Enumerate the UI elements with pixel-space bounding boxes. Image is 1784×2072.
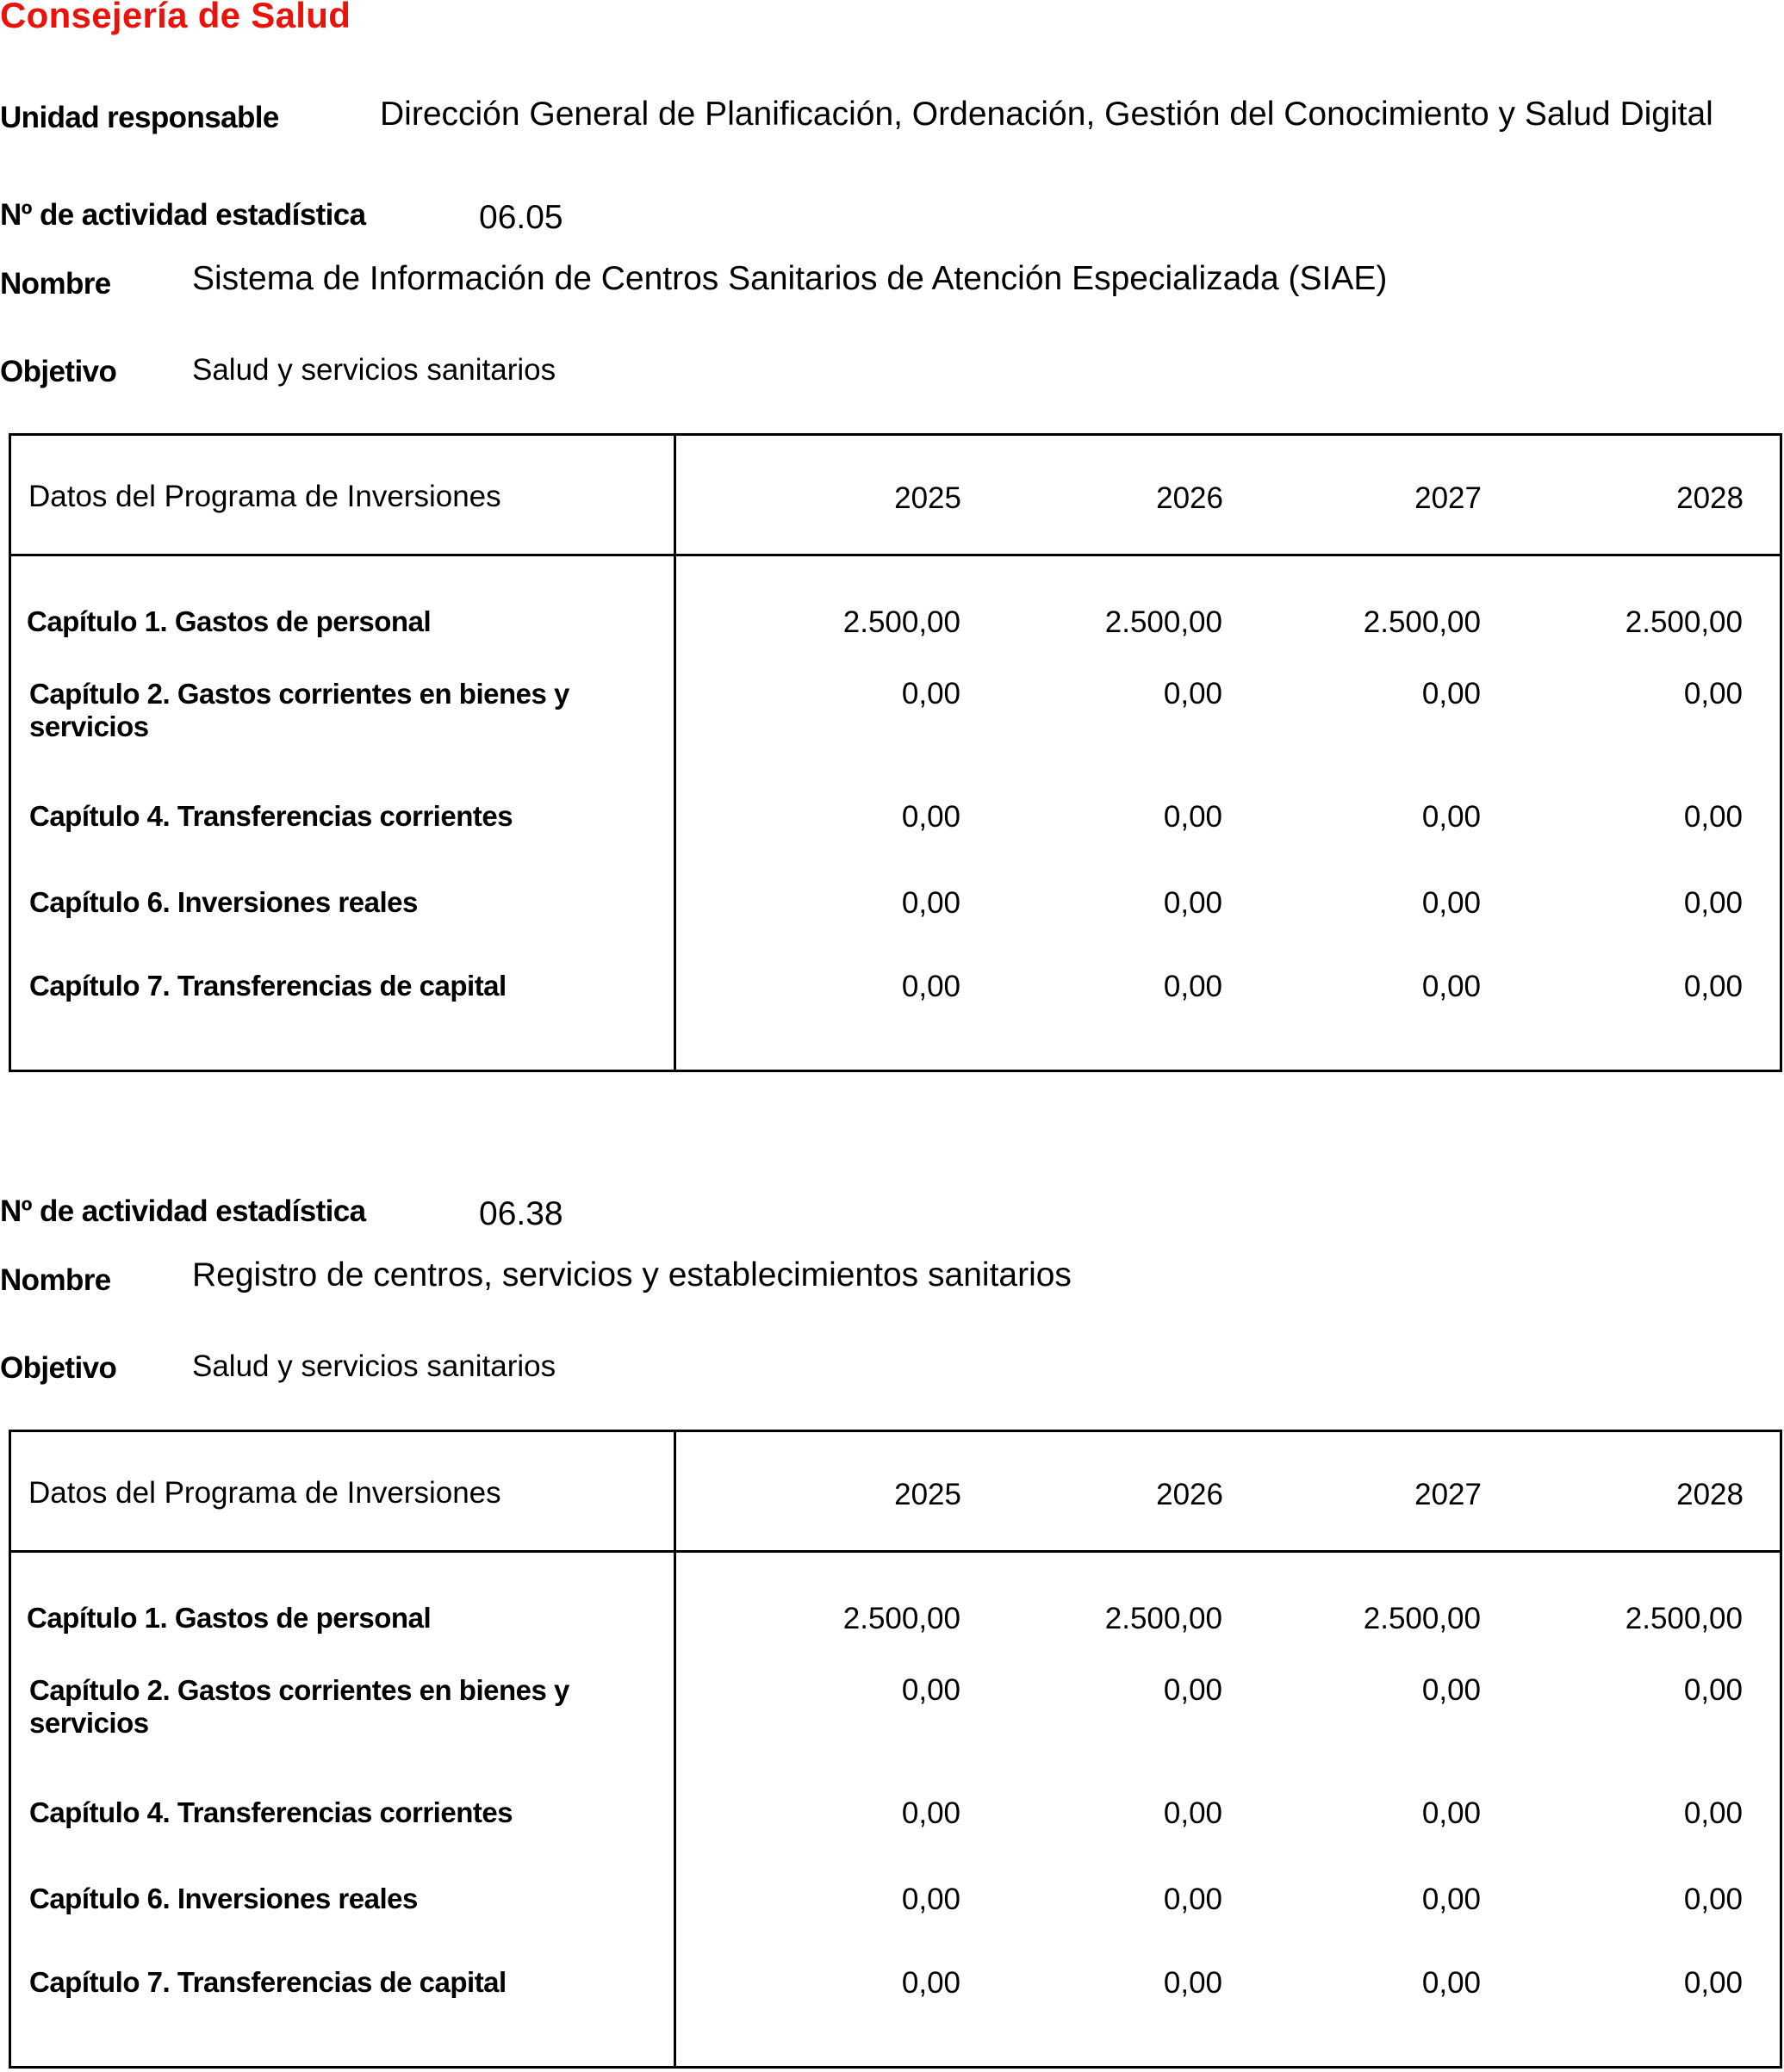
cell-value: 0,00 [1163, 1673, 1222, 1707]
cell-value: 0,00 [1683, 1673, 1743, 1707]
cell-value: 0,00 [1421, 970, 1481, 1003]
cell-value: 0,00 [1421, 1796, 1481, 1830]
year-header: 2025 [894, 481, 961, 515]
cell-value: 0,00 [1421, 800, 1481, 834]
nombre-value: Sistema de Información de Centros Sanitarios de Atención Especializada (SIAE) [192, 260, 1388, 297]
row-label: Capítulo 4. Transferencias corrientes [29, 1796, 513, 1828]
table-column-divider [674, 1432, 676, 2066]
cell-value: 2.500,00 [1625, 1602, 1743, 1635]
year-header: 2026 [1156, 1478, 1223, 1511]
activity-number-value: 06.38 [479, 1195, 563, 1232]
cell-value: 0,00 [1421, 1966, 1481, 2000]
table-column-divider [674, 436, 676, 1070]
cell-value: 0,00 [1163, 800, 1222, 834]
cell-value: 2.500,00 [1625, 605, 1743, 639]
row-label-continuation: servicios [29, 710, 149, 742]
row-label: Capítulo 2. Gastos corrientes en bienes y [29, 1674, 569, 1706]
objetivo-label: Objetivo [0, 1351, 117, 1385]
cell-value: 0,00 [1683, 677, 1743, 710]
cell-value: 0,00 [901, 886, 960, 920]
cell-value: 2.500,00 [842, 1602, 960, 1635]
cell-value: 0,00 [1683, 886, 1743, 920]
cell-value: 0,00 [1163, 677, 1222, 710]
year-header: 2027 [1414, 481, 1482, 515]
table-header-label: Datos del Programa de Inversiones [28, 1476, 501, 1510]
table-header-divider [11, 554, 1780, 556]
cell-value: 0,00 [1421, 1883, 1481, 1916]
cell-value: 2.500,00 [1363, 1602, 1481, 1635]
cell-value: 2.500,00 [1104, 1602, 1222, 1635]
row-label: Capítulo 7. Transferencias de capital [29, 970, 507, 1002]
nombre-label: Nombre [0, 1263, 111, 1297]
objetivo-value: Salud y servicios sanitarios [192, 1349, 556, 1383]
cell-value: 0,00 [1421, 1673, 1481, 1707]
cell-value: 0,00 [901, 970, 960, 1003]
cell-value: 0,00 [1163, 970, 1222, 1003]
cell-value: 0,00 [1163, 1966, 1222, 2000]
cell-value: 0,00 [901, 1966, 960, 2000]
cell-value: 0,00 [1163, 886, 1222, 920]
cell-value: 0,00 [1683, 1796, 1743, 1830]
unidad-label: Unidad responsable [0, 101, 279, 134]
table-header-label: Datos del Programa de Inversiones [28, 480, 501, 513]
year-header: 2028 [1676, 481, 1744, 515]
cell-value: 0,00 [901, 800, 960, 834]
activity-section [0, 996, 1784, 2000]
investment-table [9, 1430, 1782, 2069]
investment-table [9, 433, 1782, 1072]
cell-value: 0,00 [1683, 1883, 1743, 1916]
unidad-value: Dirección General de Planificación, Ordenación, Gestión del Conocimiento y Salud Digital [380, 96, 1713, 133]
year-header: 2025 [894, 1478, 961, 1511]
row-label-continuation: servicios [29, 1707, 149, 1739]
activity-number-label: Nº de actividad estadística [0, 1194, 366, 1228]
objetivo-value: Salud y servicios sanitarios [192, 353, 556, 387]
cell-value: 0,00 [1683, 1966, 1743, 2000]
year-header: 2026 [1156, 481, 1223, 515]
row-label: Capítulo 1. Gastos de personal [27, 1602, 432, 1634]
year-header: 2027 [1414, 1478, 1482, 1511]
objetivo-label: Objetivo [0, 355, 117, 388]
page-title: Consejería de Salud [0, 0, 351, 35]
row-label: Capítulo 1. Gastos de personal [27, 605, 432, 637]
activity-section [0, 0, 1784, 1003]
cell-value: 0,00 [1683, 970, 1743, 1003]
cell-value: 0,00 [901, 1796, 960, 1830]
activity-number-value: 06.05 [479, 199, 563, 236]
cell-value: 0,00 [1421, 886, 1481, 920]
row-label: Capítulo 6. Inversiones reales [29, 1883, 418, 1914]
cell-value: 0,00 [1421, 677, 1481, 710]
row-label: Capítulo 7. Transferencias de capital [29, 1966, 507, 1998]
year-header: 2028 [1676, 1478, 1744, 1511]
cell-value: 0,00 [901, 677, 960, 710]
cell-value: 0,00 [1163, 1796, 1222, 1830]
row-label: Capítulo 6. Inversiones reales [29, 886, 418, 918]
cell-value: 0,00 [901, 1673, 960, 1707]
cell-value: 2.500,00 [1104, 605, 1222, 639]
nombre-value: Registro de centros, servicios y establecimientos sanitarios [192, 1256, 1072, 1293]
nombre-label: Nombre [0, 267, 111, 301]
cell-value: 2.500,00 [842, 605, 960, 639]
row-label: Capítulo 2. Gastos corrientes en bienes y [29, 678, 569, 710]
table-header-divider [11, 1550, 1780, 1553]
cell-value: 0,00 [1683, 800, 1743, 834]
cell-value: 0,00 [901, 1883, 960, 1916]
activity-number-label: Nº de actividad estadística [0, 198, 366, 232]
cell-value: 2.500,00 [1363, 605, 1481, 639]
cell-value: 0,00 [1163, 1883, 1222, 1916]
row-label: Capítulo 4. Transferencias corrientes [29, 800, 513, 832]
